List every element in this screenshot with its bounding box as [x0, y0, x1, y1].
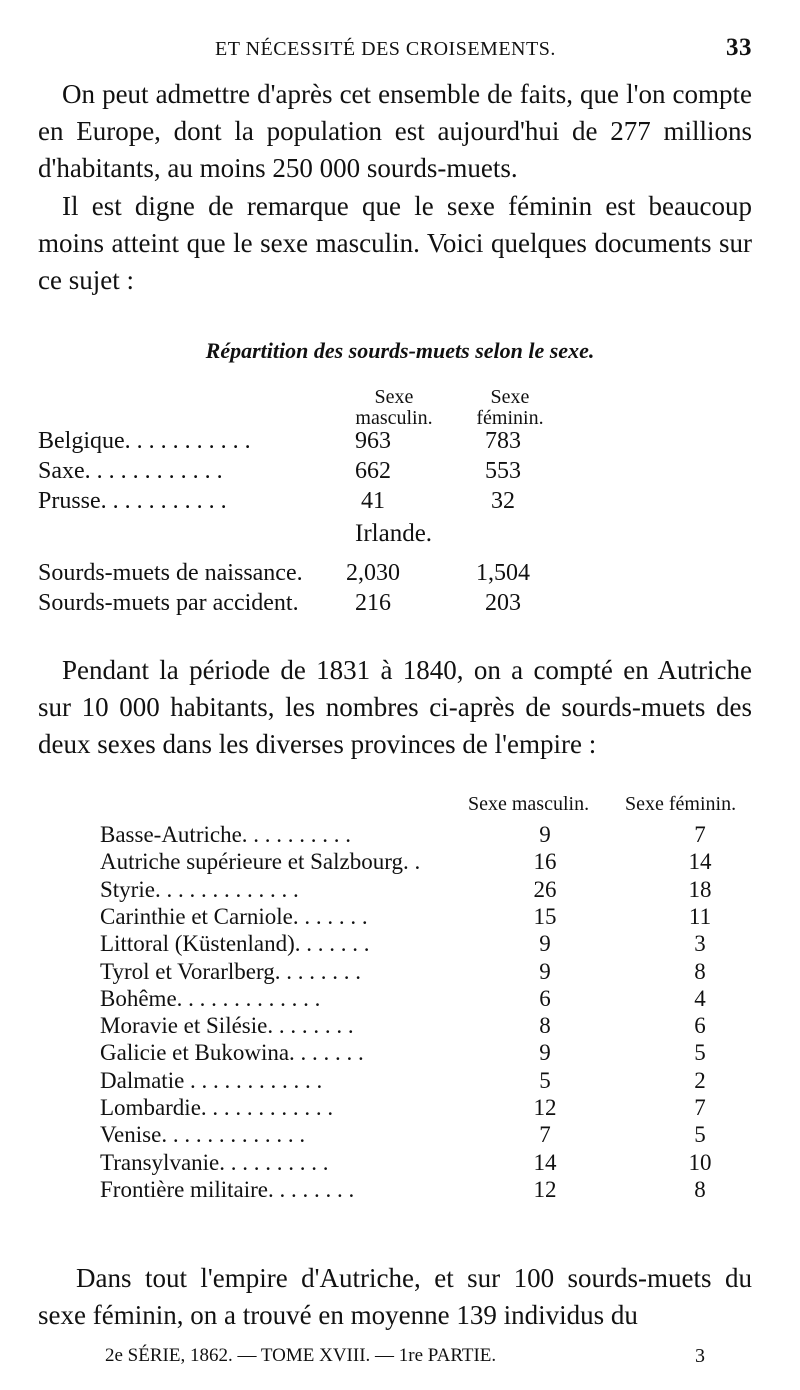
row-label: Dalmatie . . . . . . . . . . . . [100, 1068, 323, 1093]
female-value: 3 [694, 931, 706, 956]
table2-row [100, 1040, 750, 1069]
female-value: 553 [485, 458, 521, 484]
female-value: 203 [485, 590, 521, 616]
male-value: 2,030 [346, 560, 400, 586]
female-value: 11 [688, 904, 712, 929]
table2-row [100, 1068, 750, 1097]
table1-header-male: Sexe masculin. [355, 386, 433, 429]
male-value: 8 [539, 1013, 551, 1038]
table2-row [100, 1095, 750, 1124]
female-value: 7 [694, 822, 706, 847]
table2-row [100, 1177, 750, 1206]
row-label: Lombardie. . . . . . . . . . . . [100, 1095, 334, 1120]
row-label: Belgique. . . . . . . . . . . [38, 428, 251, 454]
male-value: 6 [539, 986, 551, 1011]
table2-row [100, 931, 750, 960]
female-value: 1,504 [476, 560, 530, 586]
table1-row [38, 560, 558, 590]
table2-header-female: Sexe féminin. [625, 793, 737, 815]
paragraph-3: Pendant la période de 1831 à 1840, on a compté en Autriche sur 10 000 habitants, les nombres ci-après de sourds-muets des deux sexes dans les diverses provinces de l'empire : [38, 655, 752, 759]
female-value: 4 [694, 986, 706, 1011]
paragraph-4: Dans tout l'empire d'Autriche, et sur 100 sourds-muets du sexe féminin, on a trouvé en moyenne 139 individus du [38, 1263, 752, 1330]
male-value: 662 [355, 458, 391, 484]
row-label: Basse-Autriche. . . . . . . . . . [100, 822, 352, 847]
row-label: Moravie et Silésie. . . . . . . . [100, 1013, 354, 1038]
female-value: 5 [694, 1122, 706, 1147]
table1-caption: Répartition des sourds-muets selon le sexe. [205, 338, 595, 363]
male-value: 9 [539, 1040, 551, 1065]
row-label: Autriche supérieure et Salzbourg. . [100, 849, 421, 874]
male-value: 9 [539, 931, 551, 956]
row-label: Bohême. . . . . . . . . . . . . [100, 986, 321, 1011]
table2-row [100, 849, 750, 878]
female-value: 5 [694, 1040, 706, 1065]
female-value: 8 [694, 959, 706, 984]
male-value: 963 [355, 428, 391, 454]
table1-row [38, 458, 558, 488]
table2-row [100, 877, 750, 906]
table2-header-male: Sexe masculin. [468, 793, 590, 815]
row-label: Carinthie et Carniole. . . . . . . [100, 904, 368, 929]
row-label: Styrie. . . . . . . . . . . . . [100, 877, 299, 902]
female-value: 7 [694, 1095, 706, 1120]
table2-row [100, 959, 750, 988]
row-label: Frontière militaire. . . . . . . . [100, 1177, 355, 1202]
male-value: 216 [355, 590, 391, 616]
female-value: 14 [688, 849, 712, 874]
running-title: ET NÉCESSITÉ DES CROISEMENTS. [215, 38, 556, 60]
male-value: 41 [361, 488, 385, 514]
male-value: 14 [533, 1150, 557, 1175]
table2-row [100, 986, 750, 1015]
female-value: 8 [694, 1177, 706, 1202]
table1-header-female: Sexe féminin. [476, 386, 544, 429]
paragraph-1: On peut admettre d'après cet ensemble de faits, que l'on compte en Europe, dont la population est aujourd'hui de 277 millions d'habitants, au moins 250 000 sourds-muets. [38, 79, 752, 183]
table1-row [38, 590, 558, 620]
row-label: Sourds-muets par accident. [38, 590, 299, 616]
table1-row [38, 488, 558, 518]
footer [105, 1345, 705, 1367]
row-label: Prusse. . . . . . . . . . . [38, 488, 227, 514]
page-number: 33 [726, 34, 752, 61]
female-value: 32 [491, 488, 515, 514]
female-value: 10 [688, 1150, 712, 1175]
female-value: 783 [485, 428, 521, 454]
female-value: 18 [688, 877, 712, 902]
paragraph-2: Il est digne de remarque que le sexe féminin est beaucoup moins atteint que le sexe masculin. Voici quelques documents sur ce sujet : [38, 191, 752, 295]
table1-row [38, 428, 558, 458]
row-label: Venise. . . . . . . . . . . . . [100, 1122, 306, 1147]
row-label: Tyrol et Vorarlberg. . . . . . . . [100, 959, 361, 984]
signature-mark: 3 [695, 1345, 705, 1367]
row-label: Transylvanie. . . . . . . . . . [100, 1150, 329, 1175]
male-value: 12 [533, 1095, 557, 1120]
row-label: Littoral (Küstenland). . . . . . . [100, 931, 370, 956]
table2-row [100, 1013, 750, 1042]
table1-subheading: Irlande. [355, 520, 433, 547]
table2-row [100, 1122, 750, 1151]
male-value: 5 [539, 1068, 551, 1093]
footer-text: 2e SÉRIE, 1862. — TOME XVIII. — 1re PARTIE. [105, 1345, 497, 1366]
male-value: 16 [533, 849, 557, 874]
running-head [60, 34, 752, 68]
male-value: 26 [533, 877, 557, 902]
table2-row [100, 1150, 750, 1179]
male-value: 9 [539, 959, 551, 984]
male-value: 9 [539, 822, 551, 847]
row-label: Galicie et Bukowina. . . . . . . [100, 1040, 364, 1065]
table2-row [100, 822, 750, 851]
male-value: 15 [533, 904, 557, 929]
male-value: 7 [539, 1122, 551, 1147]
female-value: 2 [694, 1068, 706, 1093]
female-value: 6 [694, 1013, 706, 1038]
row-label: Sourds-muets de naissance. [38, 560, 303, 586]
table2-row [100, 904, 750, 933]
male-value: 12 [533, 1177, 557, 1202]
row-label: Saxe. . . . . . . . . . . . [38, 458, 223, 484]
